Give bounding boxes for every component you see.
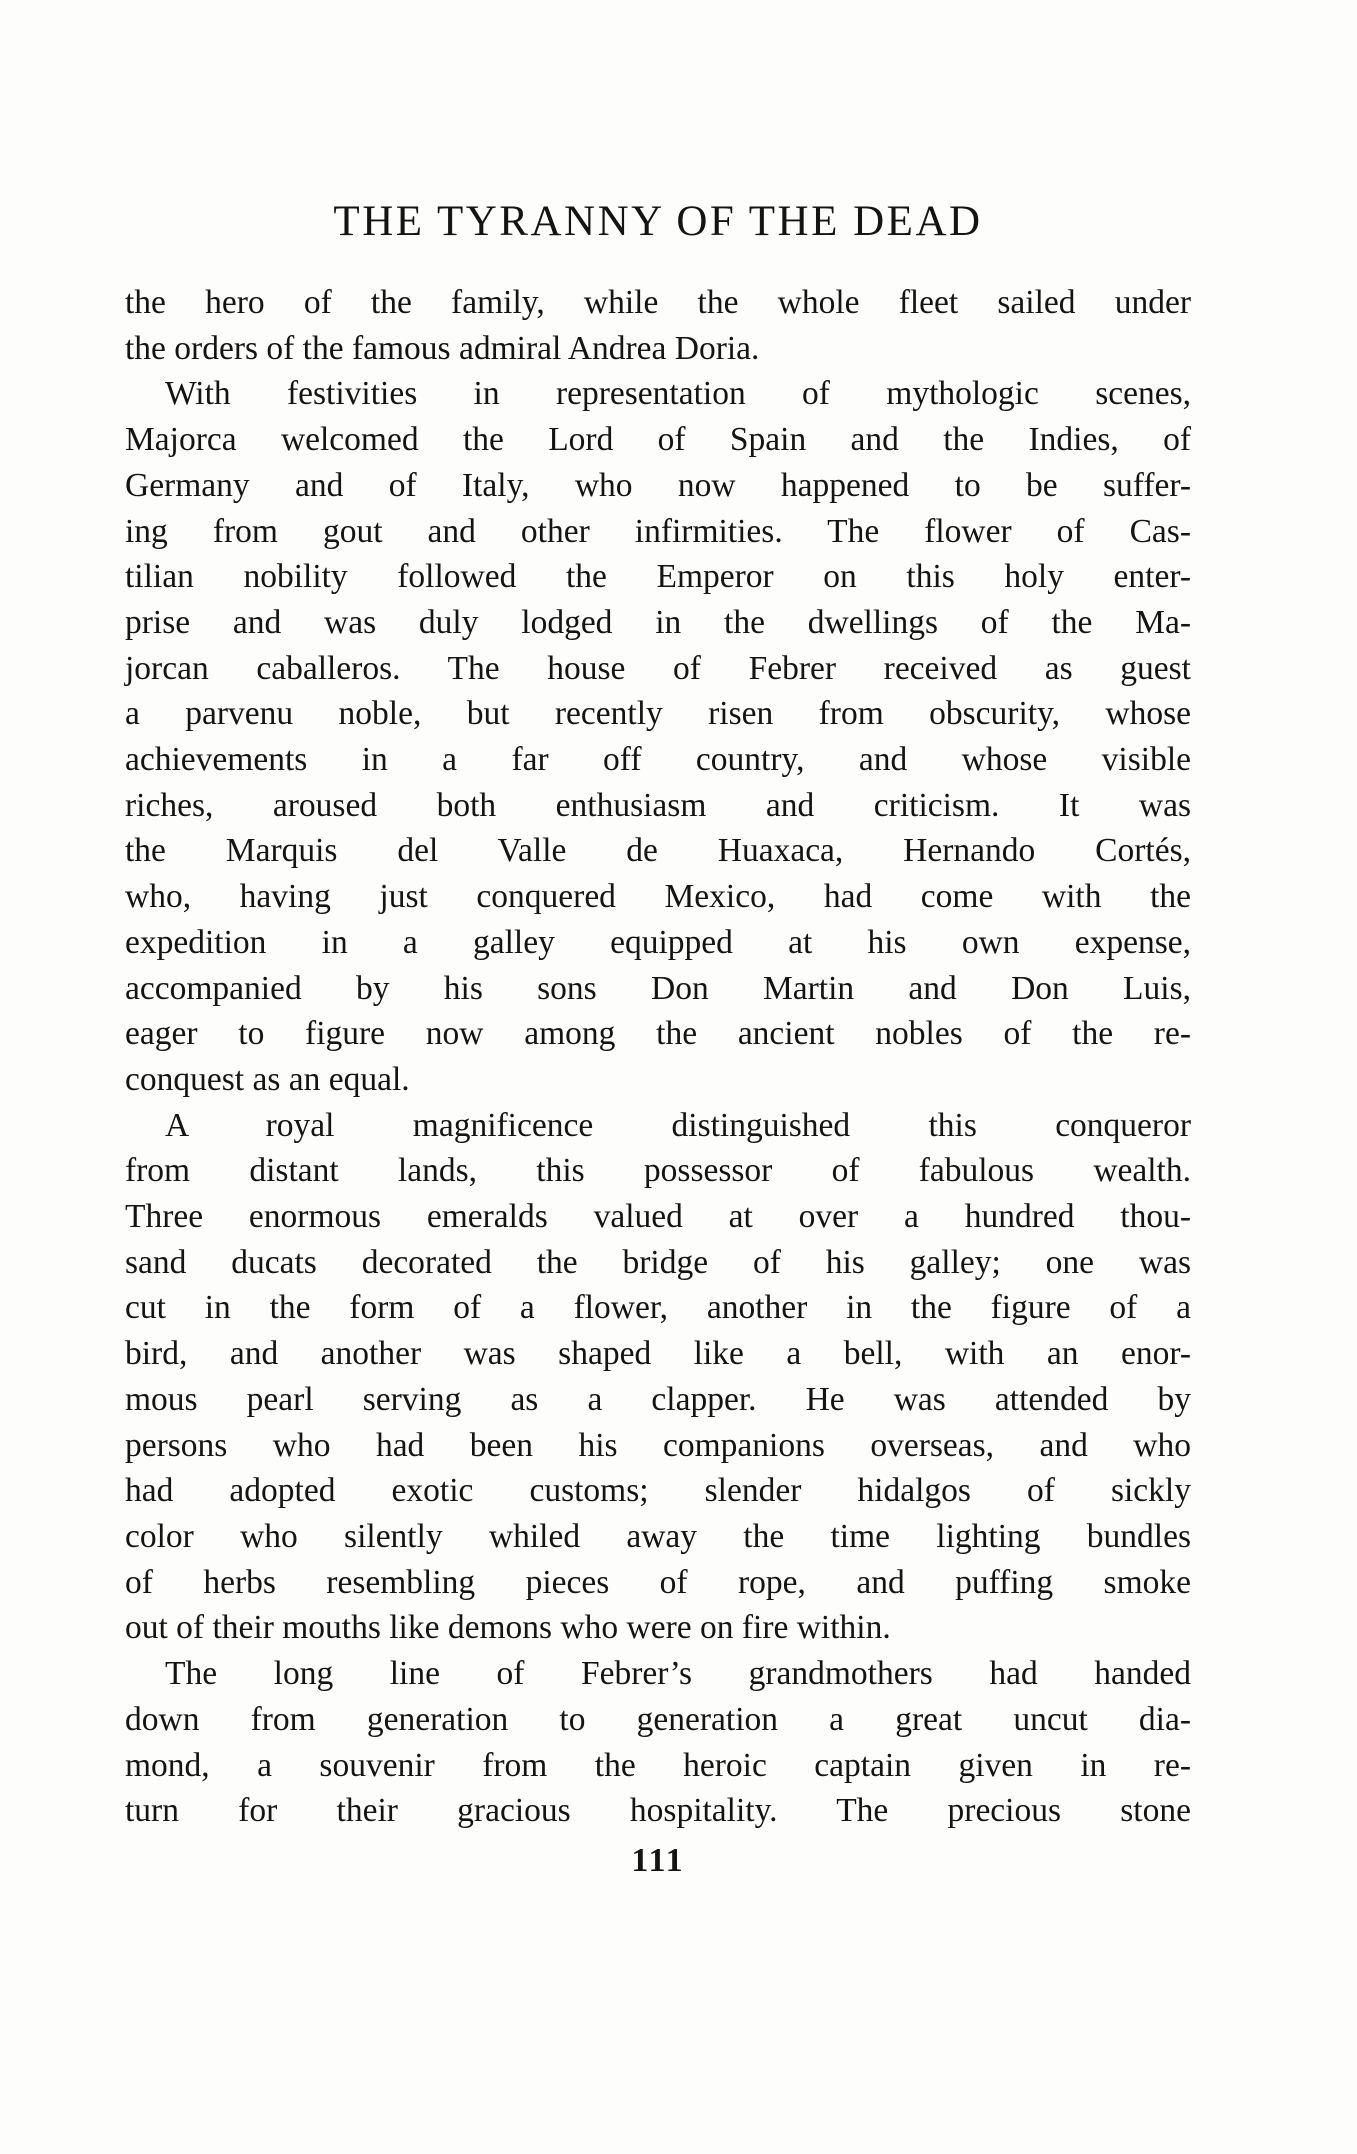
text-line: had adopted exotic customs; slender hidalgos of sickly (125, 1472, 1191, 1510)
text-line: tilian nobility followed the Emperor on this holy enter- (125, 558, 1191, 596)
text-line: accompanied by his sons Don Martin and Don Luis, (125, 969, 1191, 1007)
paragraph (125, 1103, 1191, 1651)
text-line: conquest as an equal. (125, 1060, 410, 1098)
text-line: who, having just conquered Mexico, had come with the (125, 878, 1191, 916)
text-line: persons who had been his companions overseas, and who (125, 1426, 1191, 1464)
text-line: of herbs resembling pieces of rope, and puffing smoke (125, 1563, 1191, 1601)
text-line: riches, aroused both enthusiasm and criticism. It was (125, 786, 1191, 824)
page-title: THE TYRANNY OF THE DEAD (333, 198, 983, 245)
text-line: The long line of Febrer’s grandmothers had handed (165, 1655, 1191, 1693)
text-line: jorcan caballeros. The house of Febrer received as guest (125, 649, 1191, 687)
text-line: from distant lands, this possessor of fabulous wealth. (125, 1152, 1191, 1190)
text-line: color who silently whiled away the time lighting bundles (125, 1517, 1191, 1555)
text-line: achievements in a far off country, and whose visible (125, 741, 1191, 779)
page-number: 111 (631, 1841, 685, 1879)
text-line: cut in the form of a flower, another in the figure of a (125, 1289, 1191, 1327)
text-line: expedition in a galley equipped at his own expense, (125, 923, 1191, 961)
text-line: mous pearl serving as a clapper. He was attended by (125, 1380, 1191, 1418)
text-line: Germany and of Italy, who now happened to be suffer- (125, 466, 1191, 504)
text-line: the orders of the famous admiral Andrea Doria. (125, 329, 760, 367)
text-line: down from generation to generation a great uncut dia- (125, 1700, 1191, 1738)
text-line: sand ducats decorated the bridge of his galley; one was (125, 1243, 1191, 1281)
text-line: ing from gout and other infirmities. The flower of Cas- (125, 512, 1191, 550)
text-line: Majorca welcomed the Lord of Spain and the Indies, of (125, 421, 1191, 459)
text-line: the hero of the family, while the whole fleet sailed under (125, 284, 1191, 321)
text-line: A royal magnificence distinguished this conqueror (165, 1106, 1191, 1144)
text-line: turn for their gracious hospitality. The precious stone (125, 1792, 1191, 1830)
text-line: With festivities in representation of mythologic scenes, (165, 375, 1191, 413)
text-line: Three enormous emeralds valued at over a hundred thou- (125, 1198, 1191, 1236)
text-line: bird, and another was shaped like a bell, with an enor- (125, 1335, 1191, 1373)
text-line: mond, a souvenir from the heroic captain given in re- (125, 1746, 1191, 1784)
body-text (125, 280, 1191, 1834)
text-line: a parvenu noble, but recently risen from obscurity, whose (125, 695, 1191, 733)
text-line: prise and was duly lodged in the dwellings of the Ma- (125, 603, 1191, 641)
paragraph (125, 1651, 1191, 1834)
text-line: eager to figure now among the ancient nobles of the re- (125, 1015, 1191, 1053)
text-line: the Marquis del Valle de Huaxaca, Hernando Cortés, (125, 832, 1191, 870)
paragraph (125, 371, 1191, 1102)
text-line: out of their mouths like demons who were on fire within. (125, 1609, 891, 1647)
paragraph (125, 280, 1191, 371)
